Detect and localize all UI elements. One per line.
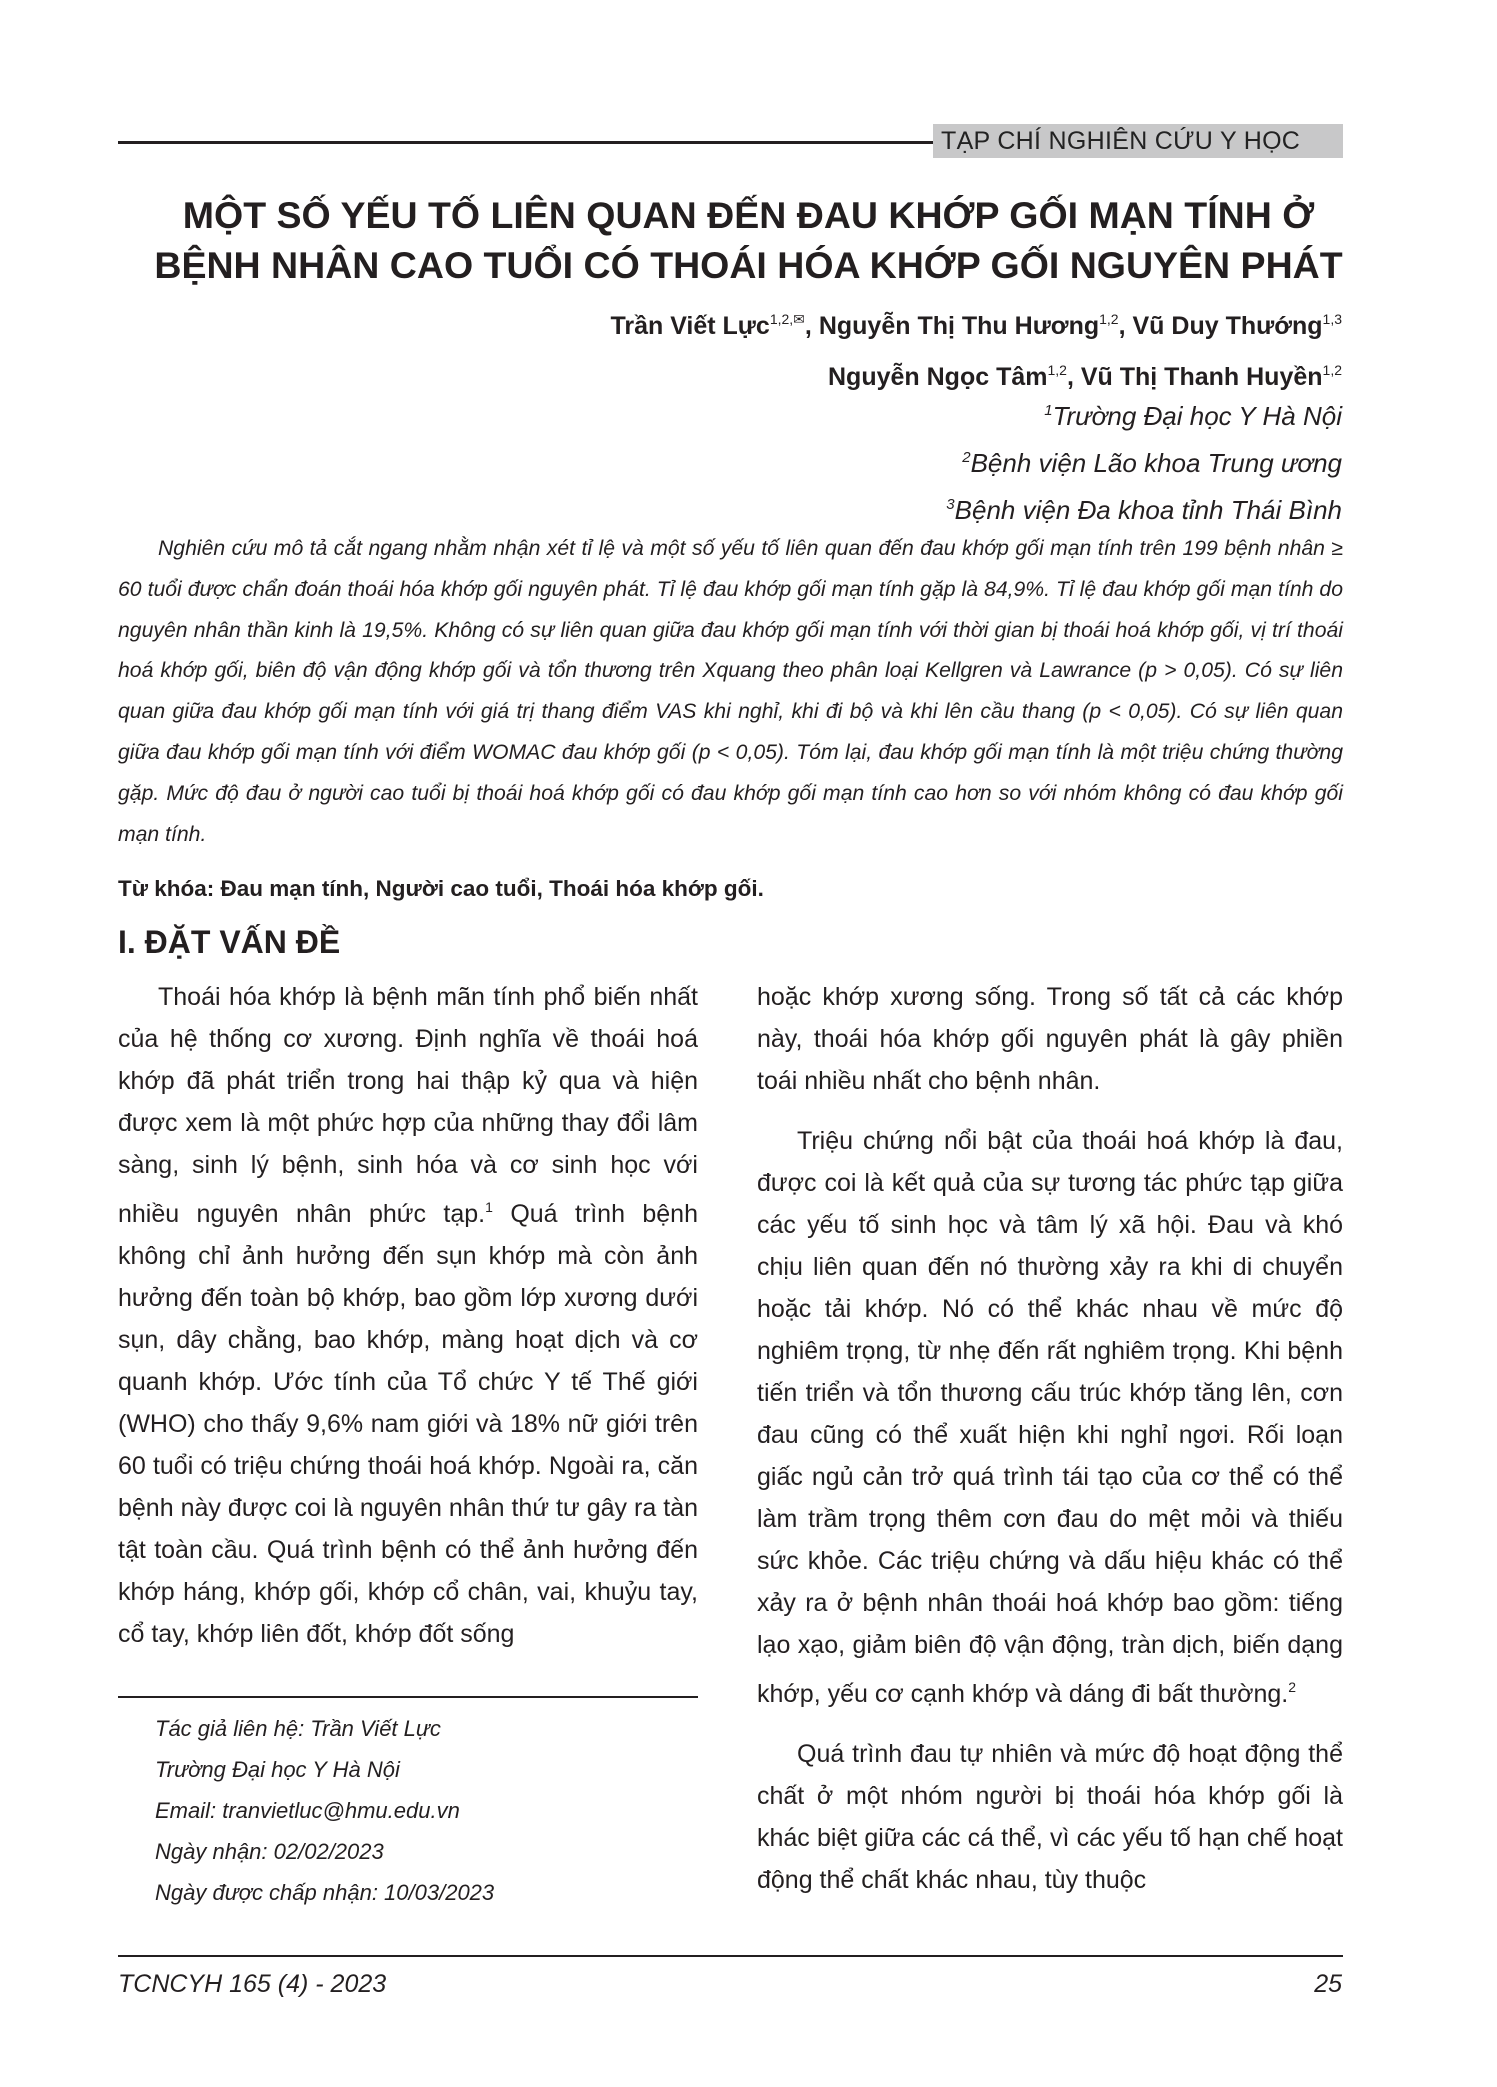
footnote-email: Email: tranvietluc@hmu.edu.vn [155,1798,460,1823]
affiliation-item [946,390,1342,437]
corresponding-author-note [155,1708,494,1913]
author-affiliation-marker: 1,2 [1047,362,1067,378]
footnote-contact: Tác giả liên hệ: Trần Viết Lực [155,1716,441,1741]
left-column [118,976,698,1655]
affiliation-number: 2 [962,449,971,466]
affiliation-text: Trường Đại học Y Hà Nội [1052,401,1342,431]
author-affiliation-marker: 1,2,✉ [769,311,805,327]
keywords: Từ khóa: Đau mạn tính, Người cao tuổi, Thoái hóa khớp gối. [118,876,764,901]
author-name: Vũ Duy Thướng [1132,312,1323,340]
body-paragraph: Quá trình đau tự nhiên và mức độ hoạt động thể chất ở một nhóm người bị thoái hóa khớp gối là khác biệt giữa các cá thể, vì các yếu tố hạn chế hoạt động thể chất khác nhau, tùy thuộc [757,1740,1343,1894]
page-number: 25 [1314,1970,1342,1998]
reference-marker: 2 [1288,1679,1297,1695]
affiliation-item [946,484,1342,531]
right-column [757,976,1343,1901]
title-line-2: BỆNH NHÂN CAO TUỔI CÓ THOÁI HÓA KHỚP GỐI NGUYÊN PHÁT [154,244,1343,286]
affiliation-text: Bệnh viện Lão khoa Trung ương [970,448,1342,478]
affiliation-text: Bệnh viện Đa khoa tỉnh Thái Bình [954,495,1342,525]
footer-rule [118,1955,1343,1957]
journal-name-tag: TẠP CHÍ NGHIÊN CỨU Y HỌC [933,124,1343,158]
author-name: Trần Viết Lực [610,312,770,340]
author-separator: , [804,312,819,340]
section-heading: I. ĐẶT VẤN ĐỀ [118,924,341,960]
footnote-accepted: Ngày được chấp nhận: 10/03/2023 [155,1880,495,1905]
footnote-institution: Trường Đại học Y Hà Nội [155,1757,400,1782]
footnote-rule [118,1696,698,1698]
paragraph-text: Triệu chứng nổi bật của thoái hoá khớp là đau, được coi là kết quả của sự tương tác phức tạp giữa các yếu tố sinh học và tâm lý xã hội. Đau và khó chịu liên quan đến nó thường xảy ra khi di chuyển hoặc tải khớp. Nó có thể khác nhau về mức độ nghiêm trọng, từ nhẹ đến rất nghiêm trọng. Khi bệnh tiến triển và tổn thương cấu trúc khớp tăng lên, cơn đau cũng có thể xuất hiện khi nghỉ ngơi. Rối loạn giấc ngủ cản trở quá trình tái tạo của cơ thể có thể làm trầm trọng thêm cơn đau do mệt mỏi và thiếu sức khỏe. Các triệu chứng và dấu hiệu khác có thể xảy ra ở bệnh nhân thoái hoá khớp bao gồm: tiếng lạo xạo, giảm biên độ vận động, tràn dịch, biến dạng khớp, yếu cơ cạnh khớp và dáng đi bất thường. [757,1127,1343,1708]
reference-marker: 1 [485,1199,493,1215]
author-name: Vũ Thị Thanh Huyền [1080,363,1323,391]
body-paragraph [757,1120,1343,1715]
paragraph-text: Thoái hóa khớp là bệnh mãn tính phổ biến nhất của hệ thống cơ xương. Định nghĩa về thoái hoá khớp đã phát triển trong hai thập kỷ qua và hiện được xem là một phức hợp của những thay đổi lâm sàng, sinh lý bệnh, sinh hóa và cơ sinh học với nhiều nguyên nhân phức tạp. [118,983,698,1228]
author-separator: , [1066,363,1081,391]
author-list [610,297,1342,399]
article-title [100,190,1397,290]
author-row-1 [610,297,1342,348]
affiliation-item [946,437,1342,484]
affiliation-list [946,390,1342,531]
author-separator: , [1118,312,1133,340]
author-affiliation-marker: 1,2 [1322,362,1342,378]
author-affiliation-marker: 1,2 [1099,311,1119,327]
title-line-1: MỘT SỐ YẾU TỐ LIÊN QUAN ĐẾN ĐAU KHỚP GỐI MẠN TÍNH Ở [182,194,1315,236]
affiliation-number: 3 [946,496,955,513]
affiliation-number: 1 [1044,402,1053,419]
body-paragraph: hoặc khớp xương sống. Trong số tất cả các khớp này, thoái hóa khớp gối nguyên phát là gây phiền toái nhiều nhất cho bệnh nhân. [757,983,1343,1095]
paragraph-text: Quá trình bệnh không chỉ ảnh hưởng đến sụn khớp mà còn ảnh hưởng đến toàn bộ khớp, bao gồm lớp xương dưới sụn, dây chằng, bao khớp, màng hoạt dịch và cơ quanh khớp. Ước tính của Tổ chức Y tế Thế giới (WHO) cho thấy 9,6% nam giới và 18% nữ giới trên 60 tuổi có triệu chứng thoái hoá khớp. Ngoài ra, căn bệnh này được coi là nguyên nhân thứ tư gây ra tàn tật toàn cầu. Quá trình bệnh có thể ảnh hưởng đến khớp háng, khớp gối, khớp cổ chân, vai, khuỷu tay, cổ tay, khớp liên đốt, khớp đốt sống [118,1200,698,1648]
abstract: Nghiên cứu mô tả cắt ngang nhằm nhận xét tỉ lệ và một số yếu tố liên quan đến đau khớp gối mạn tính trên 199 bệnh nhân ≥ 60 tuổi được chẩn đoán thoái hóa khớp gối nguyên phát. Tỉ lệ đau khớp gối mạn tính gặp là 84,9%. Tỉ lệ đau khớp gối mạn tính do nguyên nhân thần kinh là 19,5%. Không có sự liên quan giữa đau khớp gối mạn tính với thời gian bị thoái hoá khớp gối, vị trí thoái hoá khớp gối, biên độ vận động khớp gối và tổn thương trên Xquang theo phân loại Kellgren và Lawrance (p > 0,05). Có sự liên quan giữa đau khớp gối mạn tính với giá trị thang điểm VAS khi nghỉ, khi đi bộ và khi lên cầu thang (p < 0,05). Có sự liên quan giữa đau khớp gối mạn tính với điểm WOMAC đau khớp gối (p < 0,05). Tóm lại, đau khớp gối mạn tính là một triệu chứng thường gặp. Mức độ đau ở người cao tuổi bị thoái hoá khớp gối có đau khớp gối mạn tính cao hơn so với nhóm không có đau khớp gối mạn tính. [118,537,1343,846]
author-name: Nguyễn Ngọc Tâm [828,363,1048,391]
footnote-received: Ngày nhận: 02/02/2023 [155,1839,384,1864]
author-name: Nguyễn Thị Thu Hương [818,312,1100,340]
body-paragraph [118,976,698,1655]
header-rule [118,141,933,144]
author-affiliation-marker: 1,3 [1322,311,1342,327]
journal-citation: TCNCYH 165 (4) - 2023 [118,1970,387,1998]
